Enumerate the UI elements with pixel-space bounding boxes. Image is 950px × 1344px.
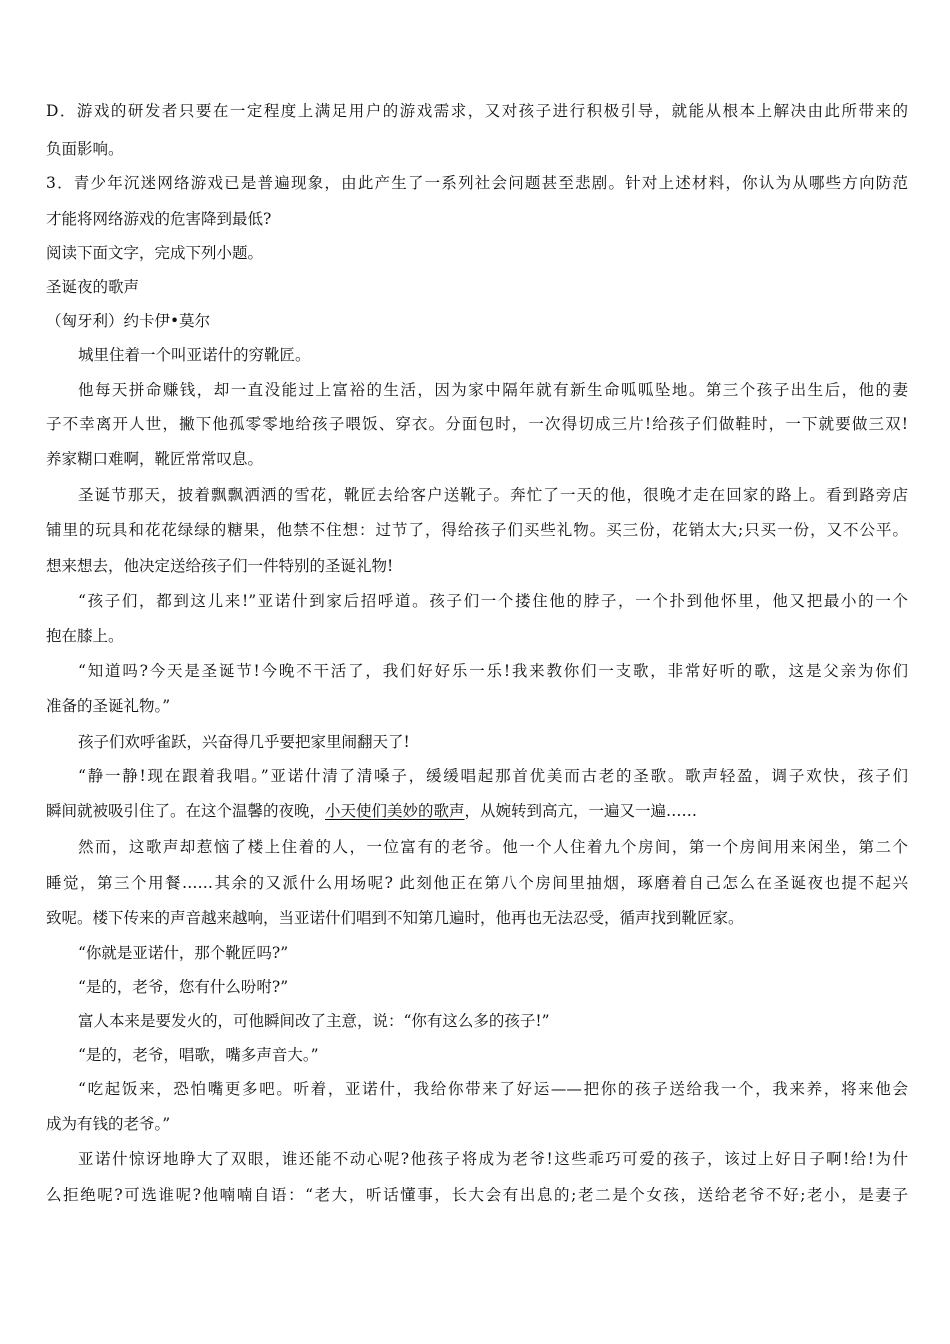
paragraph-7-line-2 <box>46 800 908 822</box>
paragraph-2-line-3: 养家糊口难啊，靴匠常常叹息。 <box>46 450 264 468</box>
paragraph-14-line-1: 亚诺什惊讶地睁大了双眼，谁还能不动心呢?他孩子将成为老爷!这些乖巧可爱的孩子，该过上好日子啊!给!为什 <box>78 1150 908 1168</box>
paragraph-3-line-1: 圣诞节那天，披着飘飘洒洒的雪花，靴匠去给客户送靴子。奔忙了一天的他，很晚才走在回家的路上。看到路旁店 <box>78 486 908 504</box>
paragraph-8-line-2: 睡觉，第三个用餐……其余的又派什么用场呢? 此刻他正在第八个房间里抽烟，琢磨着自己怎么在圣诞夜也提不起兴 <box>46 874 908 892</box>
paragraph-2-line-1: 他每天拼命赚钱，却一直没能过上富裕的生活，因为家中隔年就有新生命呱呱坠地。第三个孩子出生后，他的妻 <box>78 381 908 399</box>
paragraph-13-line-2: 成为有钱的老爷。” <box>46 1115 171 1133</box>
paragraph-4-line-2: 抱在膝上。 <box>46 627 124 645</box>
paragraph-1: 城里住着一个叫亚诺什的穷靴匠。 <box>78 346 311 364</box>
story-title: 圣诞夜的歌声 <box>46 278 140 296</box>
paragraph-5-line-1: “知道吗?今天是圣诞节!今晚不干活了，我们好好乐一乐!我来教你们一支歌，非常好听的歌，这是父亲为你们 <box>78 662 908 680</box>
paragraph-14-line-2: 么拒绝呢?可选谁呢?他喃喃自语：“老大，听话懂事，长大会有出息的;老二是个女孩，送给老爷不好;老小，是妻子 <box>46 1186 908 1204</box>
question-3-line-1: 3．青少年沉迷网络游戏已是普遍现象，由此产生了一系列社会问题甚至悲剧。针对上述材料，你认为从哪些方向防范 <box>46 174 908 192</box>
paragraph-3-line-2: 铺里的玩具和花花绿绿的糖果，他禁不住想：过节了，得给孩子们买些礼物。买三份，花销太大;只买一份，又不公平。 <box>46 521 908 539</box>
paragraph-10: “是的，老爷，您有什么吩咐?” <box>78 978 289 996</box>
option-d-line-2: 负面影响。 <box>46 140 124 158</box>
paragraph-3-line-3: 想来想去，他决定送给孩子们一件特别的圣诞礼物! <box>46 557 394 575</box>
option-d-line-1: D．游戏的研发者只要在一定程度上满足用户的游戏需求，又对孩子进行积极引导，就能从根本上解决由此所带来的 <box>46 102 908 120</box>
question-3-line-2: 才能将网络游戏的危害降到最低? <box>46 210 272 228</box>
paragraph-7-line-1: “静一静!现在跟着我唱。”亚诺什清了清嗓子，缓缓唱起那首优美而古老的圣歌。歌声轻盈，调子欢快，孩子们 <box>78 767 908 785</box>
paragraph-7-line-2-end: ，从婉转到高亢，一遍又一遍…… <box>464 802 698 820</box>
paragraph-9: “你就是亚诺什，那个靴匠吗?” <box>78 944 289 962</box>
paragraph-7-line-2-start: 瞬间就被吸引住了。在这个温馨的夜晚， <box>46 802 326 820</box>
paragraph-6: 孩子们欢呼雀跃，兴奋得几乎要把家里闹翻天了! <box>78 733 410 751</box>
paragraph-4-line-1: “孩子们，都到这儿来!”亚诺什到家后招呼道。孩子们一个搂住他的脖子，一个扑到他怀里，他又把最小的一个 <box>78 592 908 610</box>
paragraph-8-line-3: 致呢。楼下传来的声音越来越响，当亚诺什们唱到不知第几遍时，他再也无法忍受，循声找到靴匠家。 <box>46 909 744 927</box>
paragraph-5-line-2: 准备的圣诞礼物。” <box>46 697 171 715</box>
paragraph-11: 富人本来是要发火的，可他瞬间改了主意，说：“你有这么多的孩子!” <box>78 1012 550 1030</box>
paragraph-13-line-1: “吃起饭来，恐怕嘴更多吧。听着，亚诺什，我给你带来了好运——把你的孩子送给我一个，我来养，将来他会 <box>78 1080 908 1098</box>
paragraph-12: “是的，老爷，唱歌，嘴多声音大。” <box>78 1046 319 1064</box>
underlined-phrase: 小天使们美妙的歌声 <box>325 802 465 820</box>
reading-instruction: 阅读下面文字，完成下列小题。 <box>46 244 264 262</box>
paragraph-8-line-1: 然而，这歌声却惹恼了楼上住着的人，一位富有的老爷。他一个人住着九个房间，第一个房间用来闲坐，第二个 <box>78 838 908 856</box>
story-author: （匈牙利）约卡伊•莫尔 <box>46 312 211 330</box>
paragraph-2-line-2: 子不幸离开人世，撇下他孤零零地给孩子喂饭、穿衣。分面包时，一次得切成三片!给孩子们做鞋时，一下就要做三双! <box>46 415 908 433</box>
